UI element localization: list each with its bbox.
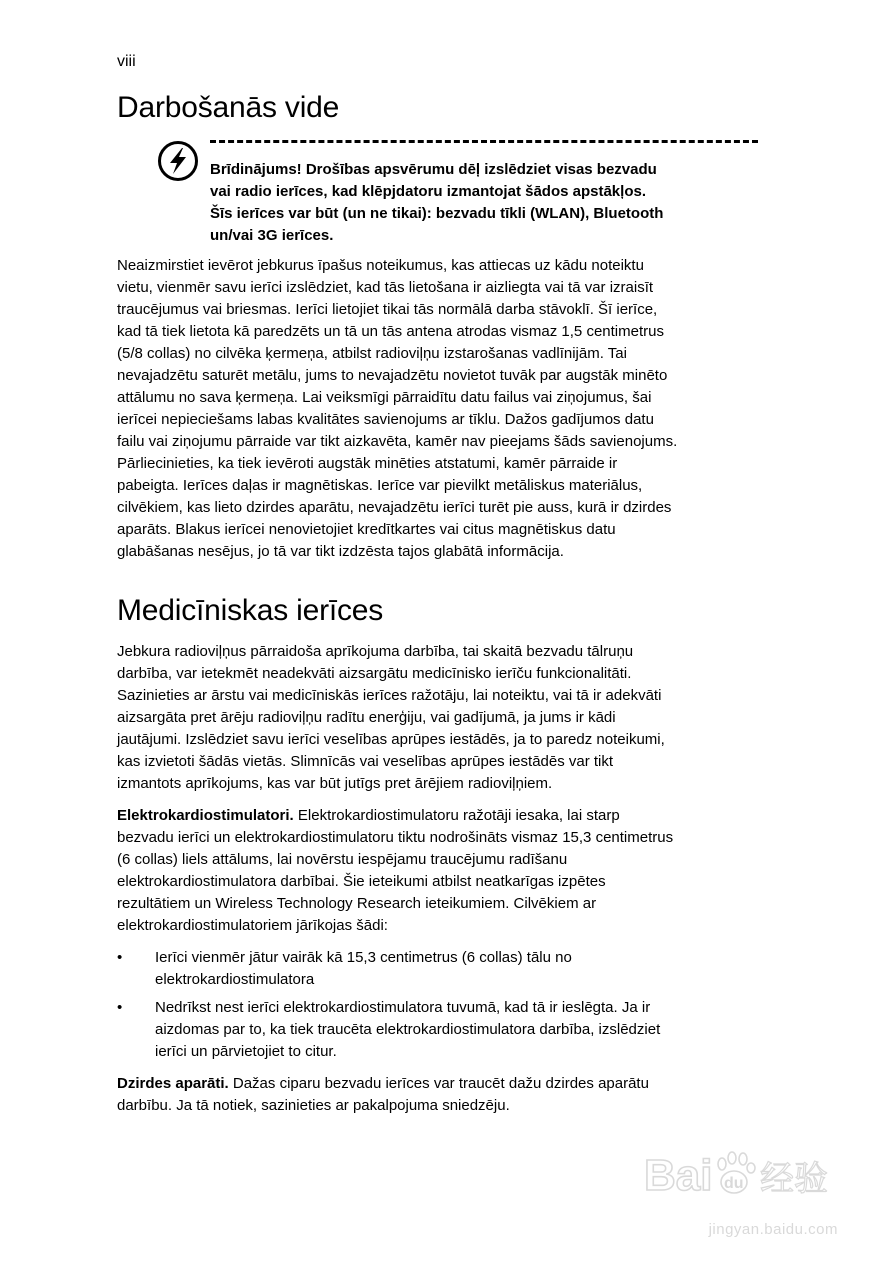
text-line: aparāts. Blakus ierīcei nenovietojiet kredītkartes vai citus magnētiskus datu (117, 521, 616, 538)
text-line: bezvadu ierīci un elektrokardiostimulatoru tiktu nodrošināts vismaz 15,3 centimetrus (117, 829, 674, 846)
text-line: Dažas ciparu bezvadu ierīces var traucēt dažu dzirdes aparātu (228, 1075, 649, 1092)
bullet-glyph: • (117, 949, 123, 966)
baidu-paw-logo-icon (642, 1138, 842, 1218)
text-line: Sazinieties ar ārstu vai medicīniskās ierīces ražotāju, lai noteiktu, vai tā ir adekvāti (117, 687, 662, 704)
text-line: ierīcei nepieciešams labas kvalitātes savienojums ar tīklu. Dažos gadījumos datu (117, 411, 654, 428)
warning-text (210, 159, 757, 247)
text-line: Neaizmirstiet ievērot jebkurus īpašus noteikumus, kas attiecas uz kādu noteiktu (117, 257, 644, 274)
page-number: viii (117, 53, 136, 70)
bullet-glyph: • (117, 999, 123, 1016)
lightning-warning-icon (157, 140, 199, 182)
text-line: ierīci un pārvietojiet to citur. (155, 1043, 337, 1060)
section-title-operating-environment: Darbošanās vide (117, 91, 340, 124)
svg-text:du: du (724, 1175, 744, 1192)
list-item (117, 997, 757, 1063)
text-line: elektrokardiostimulatora darbībai. Šie ieteikumi atbilst neatkarīgas izpētes (117, 873, 606, 890)
text-line: kas izvietoti šādās vietās. Slimnīcās vai veselības aprūpes iestādēs var tikt (117, 753, 614, 770)
text-line: pabeigta. Ierīces daļas ir magnētiskas. Ierīce var pievilkt metāliskus materiālus, (117, 477, 643, 494)
text-line: traucējumus vai briesmas. Ierīci lietojiet tikai tās normālā darba stāvoklī. Šī ierīce, (117, 301, 658, 318)
hearing-aids-paragraph (117, 1073, 757, 1117)
warning-box (157, 140, 757, 247)
document-page (117, 52, 757, 1117)
pacemakers-paragraph (117, 805, 757, 937)
text-line: darbība, var ietekmēt neadekvāti aizsargātu medicīnisko ierīču funkcionalitāti. (117, 665, 632, 682)
text-line: failu vai ziņojumu pārraide var tikt aizkavēta, kamēr nav pieejams šāds savienojums. (117, 433, 678, 450)
text-line: attālumu no sava ķermeņa. Lai veiksmīgi pārraidītu datu failus vai ziņojumus, šai (117, 389, 652, 406)
watermark-url: jingyan.baidu.com (708, 1221, 838, 1238)
text-line: Jebkura radioviļņus pārraidoša aprīkojuma darbība, tai skaitā bezvadu tālruņu (117, 643, 634, 660)
text-line: aizsargāta pret ārēju radioviļņu radītu enerģiju, vai gadījumā, ja jums ir kādi (117, 709, 616, 726)
warning-line: Brīdinājums! Drošības apsvērumu dēļ izslēdziet visas bezvadu (210, 161, 657, 178)
medical-devices-intro-paragraph (117, 641, 757, 795)
text-line: izmantots aprīkojums, kas var būt jutīgs pret ārējiem radioviļņiem. (117, 775, 553, 792)
text-line: Nedrīkst nest ierīci elektrokardiostimulatora tuvumā, kad tā ir ieslēgta. Ja ir (155, 999, 651, 1016)
text-line: Ierīci vienmēr jātur vairāk kā 15,3 centimetrus (6 collas) tālu no (155, 949, 572, 966)
svg-text:Bai: Bai (644, 1151, 713, 1200)
text-line: darbību. Ja tā notiek, sazinieties ar pakalpojuma sniedzēju. (117, 1097, 510, 1114)
text-line: aizdomas par to, ka tiek traucēta elektrokardiostimulatora darbība, izslēdziet (155, 1021, 661, 1038)
text-line: Pārliecinieties, ka tiek ievēroti augstāk minēties atstatumi, kamēr pārraide ir (117, 455, 618, 472)
pacemaker-bullet-list (117, 947, 757, 1063)
warning-line: Šīs ierīces var būt (un ne tikai): bezvadu tīkli (WLAN), Bluetooth (210, 205, 664, 222)
hearing-aids-lead: Dzirdes aparāti. (117, 1075, 229, 1092)
operating-environment-paragraph (117, 255, 757, 563)
text-line: vietu, vienmēr savu ierīci izslēdziet, kad tās lietošana ir aizliegta vai tā var izraisīt (117, 279, 654, 296)
text-line: elektrokardiostimulatoriem jārīkojas šādi: (117, 917, 388, 934)
text-line: cilvēkiem, kas lieto dzirdes aparātu, nevajadzētu ierīci turēt pie auss, kurā ir dzirdes (117, 499, 672, 516)
text-line: elektrokardiostimulatora (155, 971, 315, 988)
pacemakers-lead: Elektrokardiostimulatori. (117, 807, 294, 824)
warning-dashed-rule (210, 140, 758, 143)
list-item (117, 947, 757, 991)
text-line: nevajadzētu saturēt metālu, jums to nevajadzētu novietot tuvāk par augstāk minēto (117, 367, 668, 384)
text-line: rezultātiem un Wireless Technology Research ieteikumiem. Cilvēkiem ar (117, 895, 597, 912)
section-title-medical-devices: Medicīniskas ierīces (117, 594, 384, 627)
text-line: jautājumi. Izslēdziet savu ierīci veselības aprūpes iestādēs, ja to paredz noteikumi, (117, 731, 665, 748)
text-line: (5/8 collas) no cilvēka ķermeņa, atbilst radioviļņu izstarošanas vadlīnijām. Tai (117, 345, 627, 362)
text-line: glabāšanas nesējus, jo tā var tikt izdzēsta tajos glabātā informācija. (117, 543, 564, 560)
warning-line: vai radio ierīces, kad klēpjdatoru izmantojat šādos apstākļos. (210, 183, 646, 200)
warning-line: un/vai 3G ierīces. (210, 227, 334, 244)
baidu-jingyan-watermark (642, 1138, 842, 1238)
svg-text:经验: 经验 (760, 1159, 828, 1199)
text-line: kad tā tiek lietota kā paredzēts un tā un tās antena atrodas vismaz 1,5 centimetrus (117, 323, 664, 340)
text-line: (6 collas) liels attālums, lai novērstu iespējamu traucējumu radīšanu (117, 851, 568, 868)
text-line: Elektrokardiostimulatoru ražotāji iesaka, lai starp (293, 807, 620, 824)
